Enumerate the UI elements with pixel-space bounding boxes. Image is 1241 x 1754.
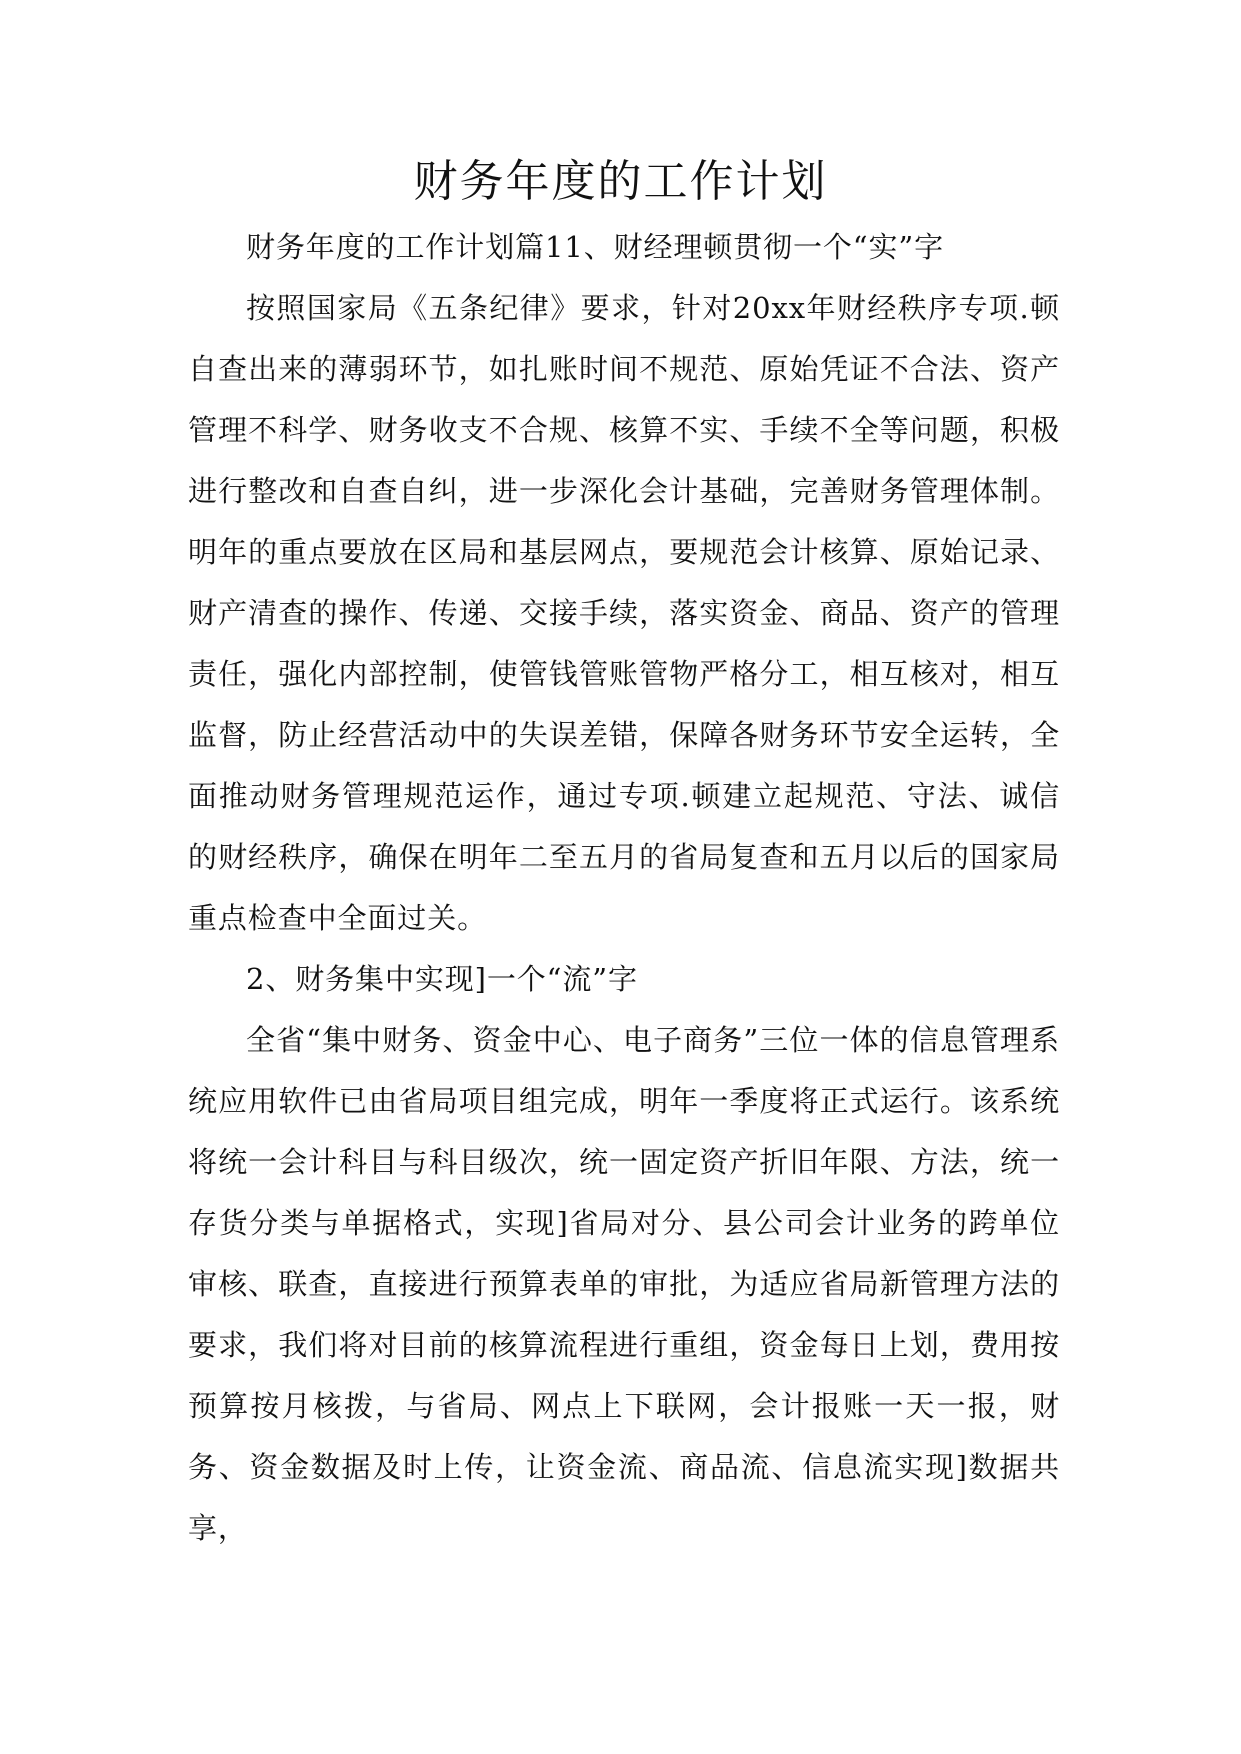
paragraph-section-2: 全省“集中财务、资金中心、电子商务”三位一体的信息管理系统应用软件已由省局项目组完成，明年一季度将正式运行。该系统将统一会计科目与科目级次，统一固定资产折旧年限、方法，统一存货分类与单据格式，实现]省局对分、县公司会计业务的跨单位审核、联查，直接进行预算表单的审批，为适应省局新管理方法的要求，我们将对目前的核算流程进行重组，资金每日上划，费用按预算按月核拨，与省局、网点上下联网，会计报账一天一报，财务、资金数据及时上传，让资金流、商品流、信息流实现]数据共享， — [188, 1023, 1060, 1545]
paragraph-section-1: 按照国家局《五条纪律》要求，针对20xx年财经秩序专项.顿自查出来的薄弱环节，如扎账时间不规范、原始凭证不合法、资产管理不科学、财务收支不合规、核算不实、手续不全等问题，积极进行整改和自查自纠，进一步深化会计基础，完善财务管理体制。明年的重点要放在区局和基层网点，要规范会计核算、原始记录、财产清查的操作、传递、交接手续，落实资金、商品、资产的管理责任，强化内部控制，使管钱管账管物严格分工，相互核对，相互监督，防止经营活动中的失误差错，保障各财务环节安全运转，全面推动财务管理规范运作，通过专项.顿建立起规范、守法、诚信的财经秩序，确保在明年二至五月的省局复查和五月以后的国家局重点检查中全面过关。 — [188, 291, 1060, 935]
document-body — [188, 217, 1060, 1559]
paragraph-heading-2: 2、财务集中实现]一个“流”字 — [246, 962, 638, 996]
document-title: 财务年度的工作计划 — [413, 156, 828, 207]
paragraph-intro: 财务年度的工作计划篇11、财经理顿贯彻一个“实”字 — [246, 230, 945, 264]
